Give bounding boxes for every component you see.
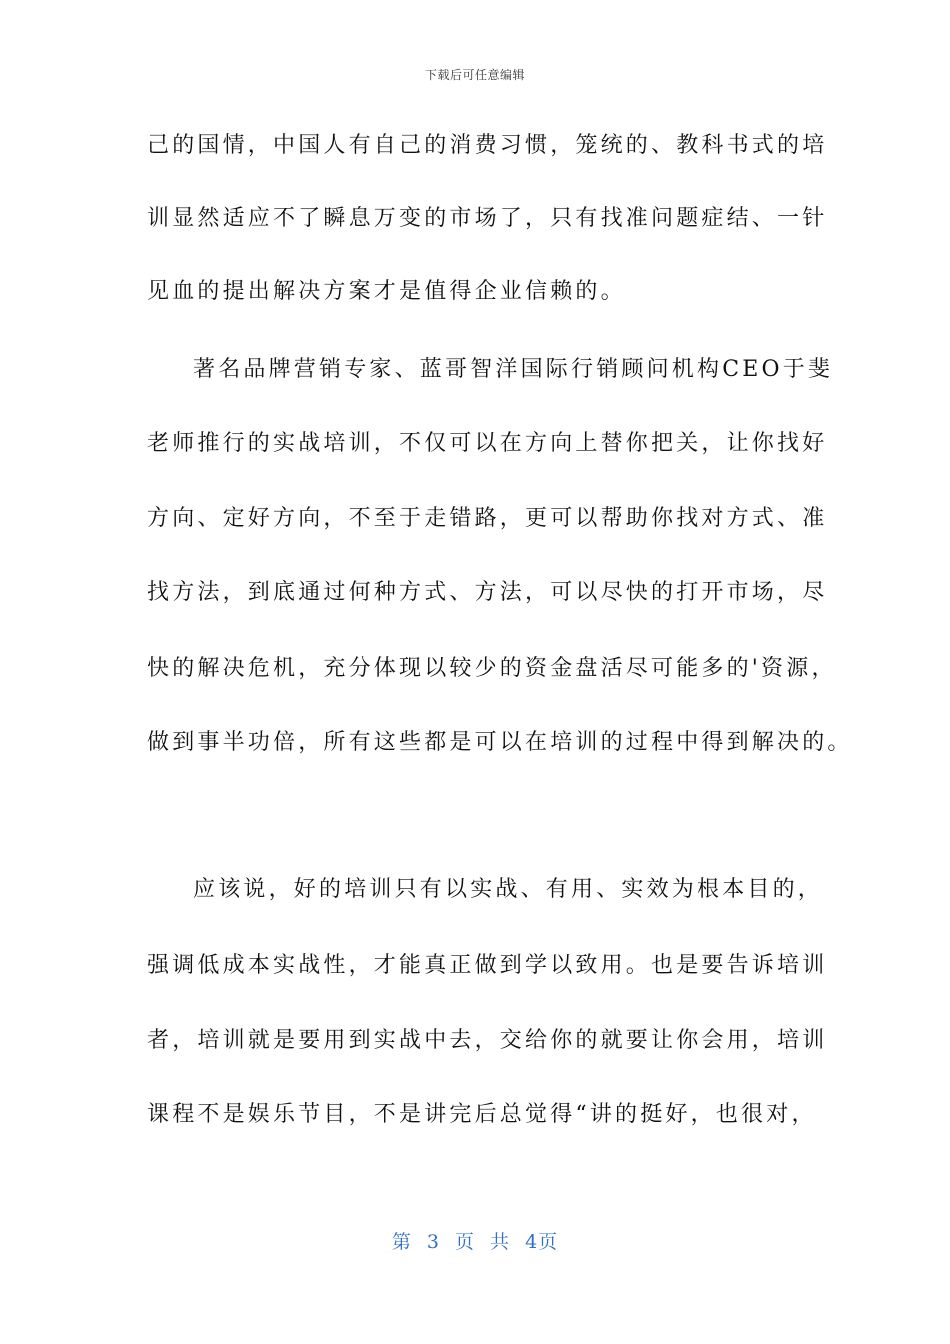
text-line: 己的国情，中国人有自己的消费习惯，笼统的、教科书式的培 [147, 133, 828, 158]
text-line: 课程不是娱乐节目，不是讲完后总觉得“讲的挺好，也很对， [147, 1102, 817, 1127]
text-line: 见血的提出解决方案才是值得企业信赖的。 [147, 279, 626, 304]
text-line: 强调低成本实战性，才能真正做到学以致用。也是要告诉培训 [147, 953, 828, 978]
text-line: 应该说，好的培训只有以实战、有用、实效为根本目的， [193, 877, 824, 902]
text-line: 者，培训就是要用到实战中去，交给你的就要让你会用，培训 [147, 1028, 828, 1053]
text-line: 老师推行的实战培训，不仅可以在方向上替你把关，让你找好 [147, 431, 828, 456]
text-line: 快的解决危机，充分体现以较少的资金盘活尽可能多的'资源， [147, 656, 837, 681]
text-line: 找方法，到底通过何种方式、方法，可以尽快的打开市场，尽 [147, 580, 828, 605]
text-line: 做到事半功倍，所有这些都是可以在培训的过程中得到解决的。 [147, 730, 853, 755]
text-line: 方向、定好方向，不至于走错路，更可以帮助你找对方式、准 [147, 506, 828, 531]
page-number-footer: 第 3 页 共 4页 [391, 1231, 559, 1253]
page-header: 下载后可任意编辑 [424, 68, 525, 82]
text-line: 训显然适应不了瞬息万变的市场了，只有找准问题症结、一针 [147, 206, 828, 231]
text-line: 著名品牌营销专家、蓝哥智洋国际行销顾问机构CEO于斐 [193, 357, 834, 382]
